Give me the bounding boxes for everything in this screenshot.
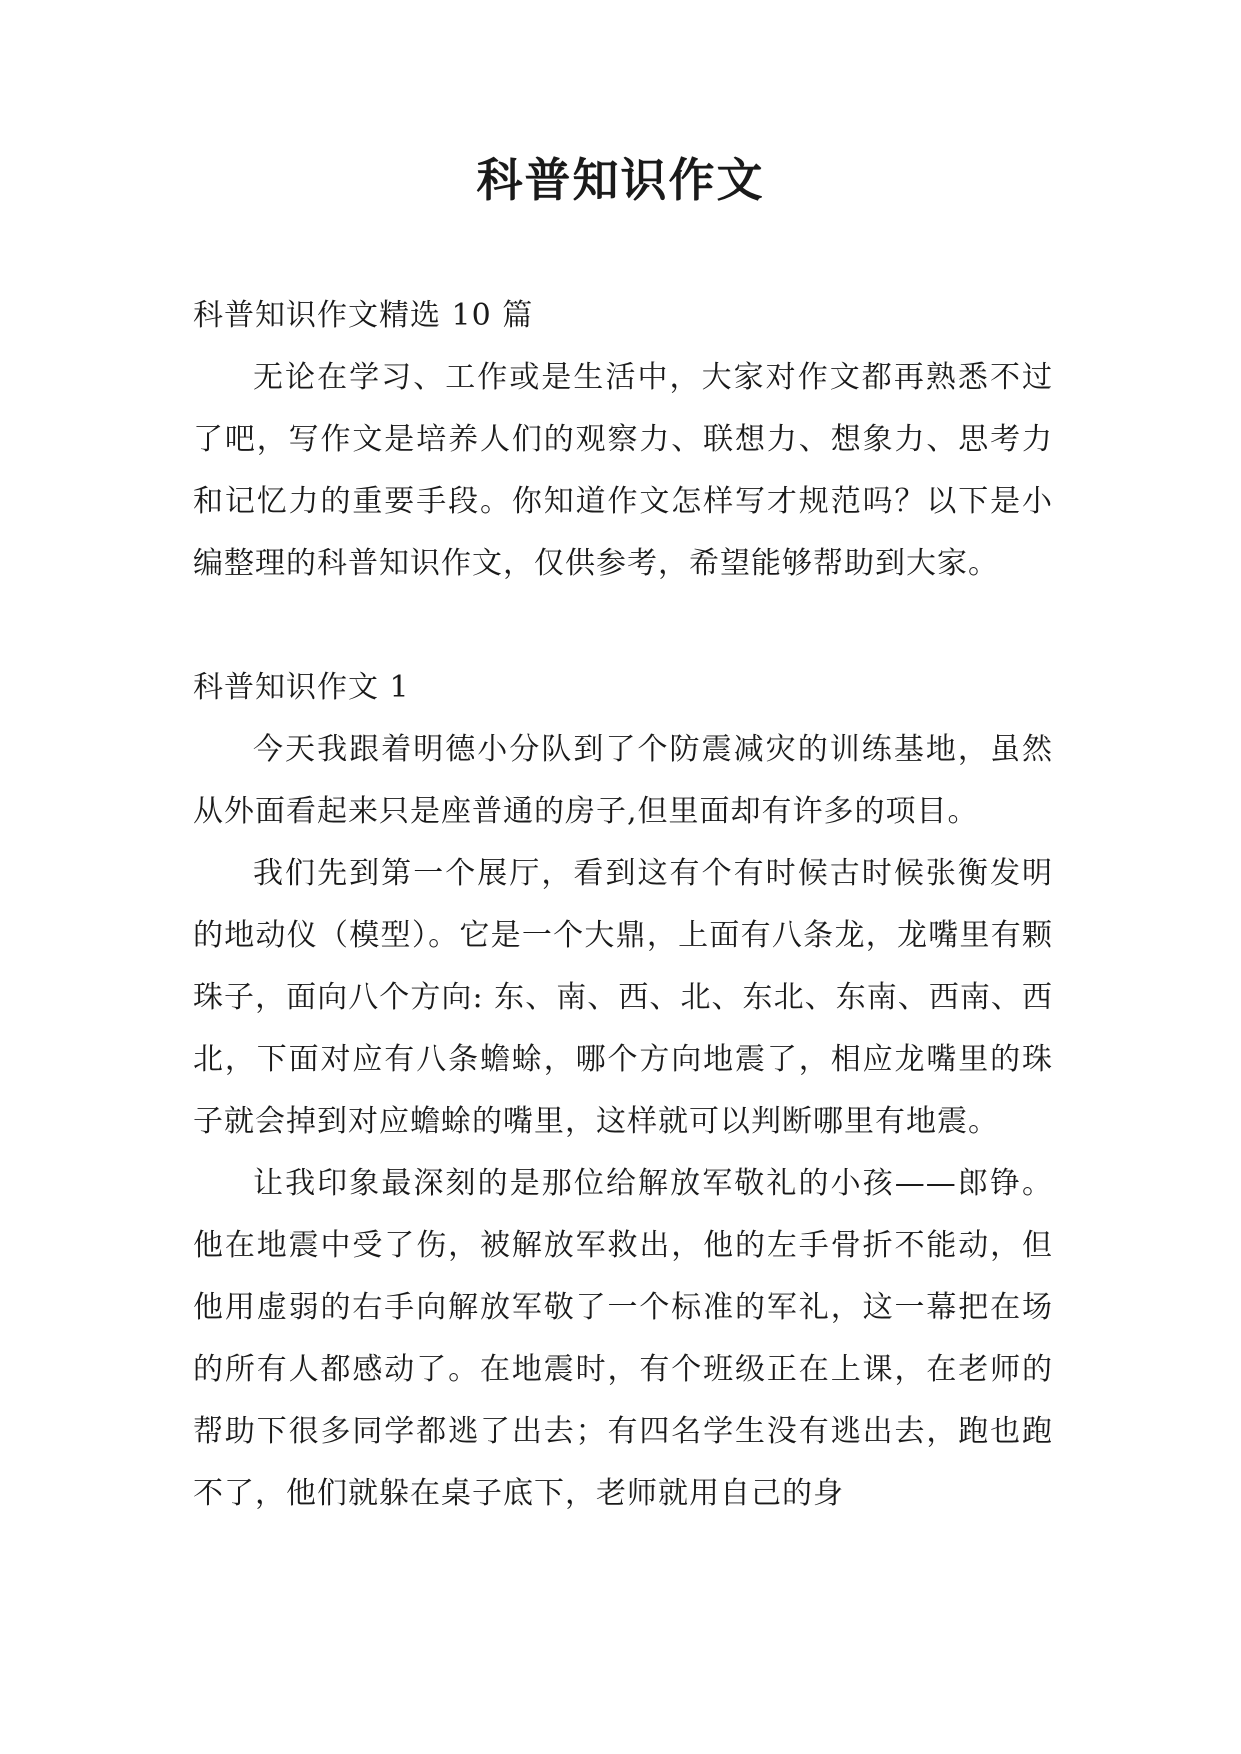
- section-heading: 科普知识作文 1: [193, 670, 410, 705]
- body-paragraph: 让我印象最深刻的是那位给解放军敬礼的小孩——郎铮。他在地震中受了伤，被解放军救出，他的左手骨折不能动，但他用虚弱的右手向解放军敬了一个标准的军礼，这一幕把在场的所有人都感动了。在地震时，有个班级正在上课，在老师的帮助下很多同学都逃了出去；有四名学生没有逃出去，跑也跑不了，他们就躲在桌子底下，老师就用自己的身: [193, 1166, 1053, 1511]
- document-subtitle: 科普知识作文精选 10 篇: [193, 298, 534, 333]
- section-spacer: [193, 595, 1053, 657]
- document-body: [193, 285, 1053, 1525]
- body-paragraph: 我们先到第一个展厅，看到这有个有时候古时候张衡发明的地动仪（模型）。它是一个大鼎，上面有八条龙，龙嘴里有颗珠子，面向八个方向: 东、南、西、北、东北、东南、西南、西北，下面对应有八条蟾蜍，哪个方向地震了，相应龙嘴里的珠子就会掉到对应蟾蜍的嘴里，这样就可以判断哪里有地震。: [193, 856, 1053, 1139]
- document-title: 科普知识作文: [476, 153, 765, 207]
- intro-paragraph: 无论在学习、工作或是生活中，大家对作文都再熟悉不过了吧，写作文是培养人们的观察力、联想力、想象力、思考力和记忆力的重要手段。你知道作文怎样写才规范吗？以下是小编整理的科普知识作文，仅供参考，希望能够帮助到大家。: [193, 360, 1053, 581]
- body-paragraph: 今天我跟着明德小分队到了个防震减灾的训练基地，虽然从外面看起来只是座普通的房子,但里面却有许多的项目。: [193, 732, 1053, 829]
